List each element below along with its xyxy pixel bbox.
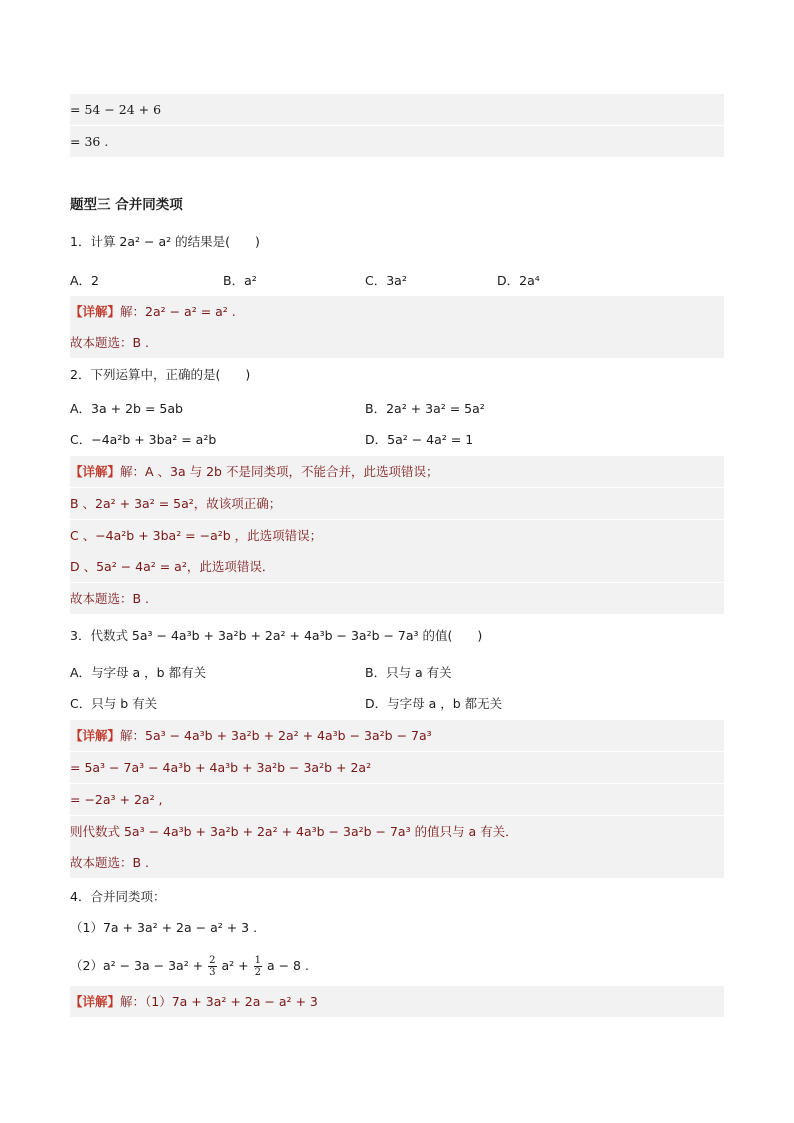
option-d: D．2a⁴	[497, 273, 540, 288]
question-3-stem: 3．代数式 5a³ − 4a³b + 3a²b + 2a² + 4a³b − 3a²b − 7a³ 的值( )	[70, 628, 483, 643]
option-b: B．2a² + 3a² = 5a²	[365, 401, 485, 416]
question-4-part-1: （1）7a + 3a² + 2a − a² + 3 .	[70, 920, 258, 935]
fraction-numerator: 1	[254, 955, 261, 966]
question-2-answer-line-4: D 、5a² − 4a² = a²，此选项错误．	[70, 551, 724, 582]
fraction-denominator: 2	[254, 967, 261, 978]
question-2-answer-line-5: 故本题选：B .	[70, 583, 724, 614]
question-3-options-row-1	[70, 657, 724, 688]
question-2-options-row-2	[70, 424, 724, 455]
answer-tag: 【详解】	[70, 464, 121, 479]
calc-line-1	[70, 94, 724, 125]
option-a: A．与字母 a ，b 都有关	[70, 665, 207, 680]
question-3-answer-line-4: 则代数式 5a³ − 4a³b + 3a²b + 2a² + 4a³b − 3a²b − 7a³ 的值只与 a 有关．	[70, 816, 724, 847]
answer-text: 解：2a² − a² = a² .	[120, 304, 236, 319]
answer-tag: 【详解】	[70, 994, 121, 1009]
fraction-denominator: 3	[209, 967, 216, 978]
question-1-answer-line-2: 故本题选：B .	[70, 327, 724, 358]
answer-tag: 【详解】	[70, 728, 121, 743]
calc-text: = 36 .	[70, 134, 109, 149]
calc-text: = 54 − 24 + 6	[70, 102, 162, 117]
answer-text: 解：（1）7a + 3a² + 2a − a² + 3	[120, 994, 318, 1009]
question-3-options-row-2	[70, 688, 724, 719]
question-2-answer-line-3: C 、−4a²b + 3ba² = −a²b ，此选项错误；	[70, 520, 724, 551]
option-c: C．只与 b 有关	[70, 696, 158, 711]
question-3-answer-line-5: 故本题选：B .	[70, 847, 724, 878]
question-3-answer-line-1	[70, 720, 724, 751]
option-c: C．3a²	[365, 273, 407, 288]
option-a: A．2	[70, 273, 100, 288]
part-2-middle: a² +	[221, 958, 249, 973]
part-2-suffix: a − 8 .	[266, 958, 309, 973]
question-2-options-row-1	[70, 393, 724, 424]
question-2-answer-line-2: B 、2a² + 3a² = 5a²，故该项正确；	[70, 488, 724, 519]
question-1-stem: 1．计算 2a² − a² 的结果是( )	[70, 234, 260, 249]
option-d: D．与字母 a ，b 都无关	[365, 696, 503, 711]
question-2-stem: 2．下列运算中，正确的是( )	[70, 367, 251, 382]
option-a: A．3a + 2b = 5ab	[70, 401, 183, 416]
question-4-part-2	[70, 948, 724, 984]
option-c: C．−4a²b + 3ba² = a²b	[70, 432, 217, 447]
section-title: 题型三 合并同类项	[70, 197, 183, 213]
option-b: B．只与 a 有关	[365, 665, 452, 680]
question-4-stem: 4．合并同类项：	[70, 889, 166, 904]
fraction-one-half	[254, 955, 262, 978]
question-3-answer-line-3: = −2a³ + 2a² ,	[70, 784, 724, 815]
option-b: B．a²	[223, 273, 257, 288]
answer-text: 解：5a³ − 4a³b + 3a²b + 2a² + 4a³b − 3a²b − 7a³	[120, 728, 432, 743]
question-2-answer-line-1	[70, 456, 724, 487]
answer-tag: 【详解】	[70, 304, 121, 319]
question-3-answer-line-2: = 5a³ − 7a³ − 4a³b + 4a³b + 3a²b − 3a²b + 2a²	[70, 752, 724, 783]
option-d: D．5a² − 4a² = 1	[365, 432, 474, 447]
question-1-options	[70, 265, 724, 296]
question-4-answer-line-1	[70, 986, 724, 1017]
question-1-answer-line-1	[70, 296, 724, 327]
calc-line-2	[70, 126, 724, 157]
fraction-two-thirds	[208, 955, 216, 978]
fraction-numerator: 2	[209, 955, 216, 966]
answer-text: 解：A 、3a 与 2b 不是同类项，不能合并，此选项错误；	[120, 464, 439, 479]
part-2-prefix: （2）a² − 3a − 3a² +	[70, 958, 204, 973]
